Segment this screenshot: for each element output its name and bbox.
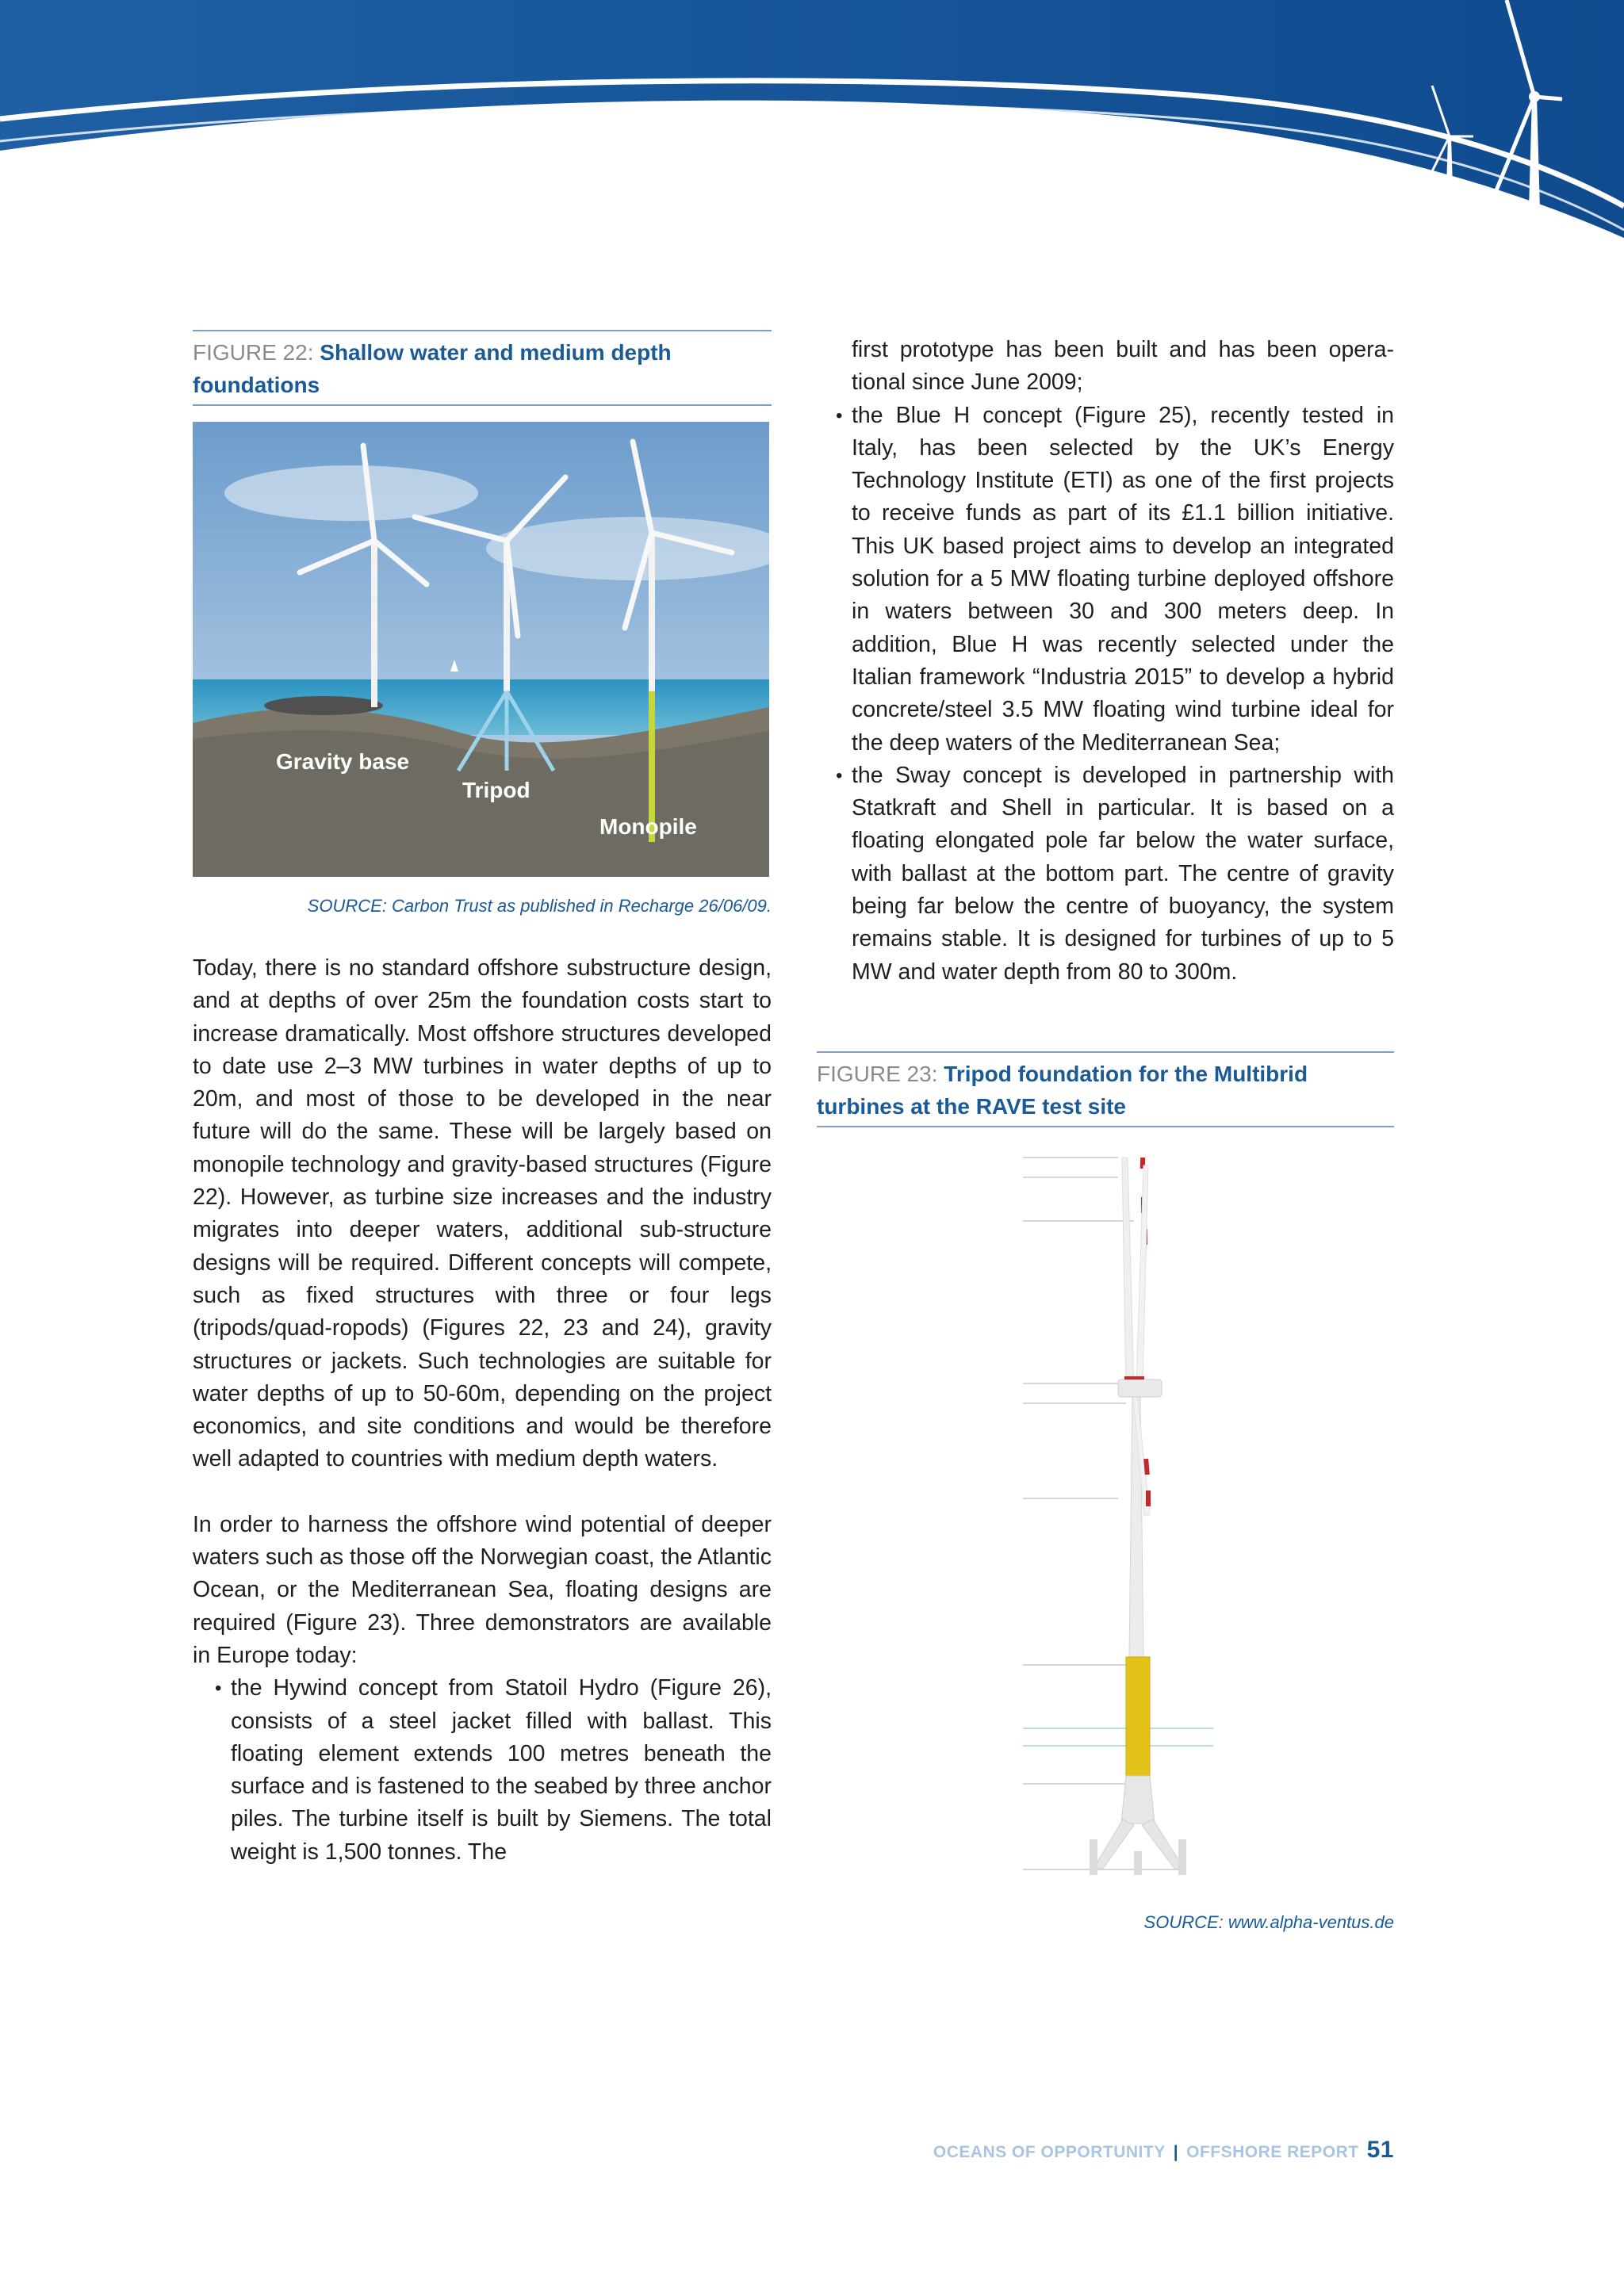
paragraph-substructures: Today, there is no standard offshore substructure design, and at depths of over 25m the foundation costs start to increase dramatically. Most offshore structures developed to date use 2–3 MW turbines in water depths of up to 20m, and most of those to be developed in the near future will do the same. These will be largely based on monopile technology and gravity-based structures (Figure 22). However, as turbine size increases and the industry migrates into deeper waters, additional sub-structure designs will be required. Different concepts will compete, such as fixed structures with three or four legs (tripods/quad-ropods) (Figures 22, 23 and 24), gravity structures or jackets. Such technologies are suitable for water depths of up to 50-60m, depending on the project economics, and site conditions and would be therefore well adapted to countries with medium depth waters. bbox=[193, 955, 772, 1472]
footer-publication: OCEANS OF OPPORTUNITY bbox=[933, 2143, 1166, 2161]
figure-23-diagram bbox=[1007, 1142, 1245, 1895]
figure-23-title: Tripod foundation for the Multibrid turbines at the RAVE test site bbox=[817, 1062, 1308, 1119]
page-number: 51 bbox=[1366, 2137, 1394, 2163]
figure-22-number: FIGURE 22: bbox=[193, 340, 314, 365]
figure-22-title: Shallow water and medium depth foundations bbox=[193, 340, 672, 397]
left-column bbox=[193, 952, 772, 1869]
figure-23-number: FIGURE 23: bbox=[817, 1062, 938, 1086]
bullet-sway: • the Sway concept is developed in partnership with Statkraft and Shell in particular. It is based on a floating elongated pole far below the water surface, with ballast at the bottom part. The centre of gravity being far below the centre of buoyancy, the system remains stable. It is designed for turbines of up to 5 MW and water depth from 80 to 300m. bbox=[852, 760, 1394, 989]
bullet-blue-h: • the Blue H concept (Figure 25), recently tested in Italy, has been selected by the UK’s Energy Technology Institute (ETI) as one of the first projects to receive funds as part of its £1.1 billion initiative. This UK based project aims to develop an integrated solution for a 5 MW floating turbine deployed offshore in waters between 30 and 300 meters deep. In addition, Blue H was recently selected under the Italian framework “Industria 2015” to develop a hybrid concrete/steel 3.5 MW floating wind turbine ideal for the deep waters of the Mediterranean Sea; bbox=[852, 400, 1394, 760]
footer-separator: | bbox=[1173, 2143, 1179, 2161]
label-gravity-base: Gravity base bbox=[276, 749, 410, 774]
figure-22-caption bbox=[193, 330, 772, 406]
page-footer bbox=[933, 2137, 1394, 2168]
bullet-hywind: • the Hywind concept from Statoil Hydro (Figure 26), consists of a steel jacket filled with ballast. This floating element extends 100 metres beneath the surface and is fastened to the seabed by three anchor piles. The turbine itself is built by Siemens. The total weight is 1,500 tonnes. The bbox=[231, 1672, 772, 1869]
paragraph-floating: In order to harness the offshore wind potential of deeper waters such as those off the Norwegian coast, the Atlantic Ocean, or the Mediterranean Sea, floating designs are required (Figure 23). Three demonstrators are available in Europe today: bbox=[193, 1511, 772, 1668]
header-wave-banner bbox=[0, 0, 1624, 246]
figure-22-source: SOURCE: Carbon Trust as published in Recharge 26/06/09. bbox=[307, 896, 772, 916]
label-tripod: Tripod bbox=[462, 778, 530, 802]
figure-23-source: SOURCE: www.alpha-ventus.de bbox=[1143, 1912, 1394, 1932]
demonstrator-list bbox=[231, 1672, 772, 1869]
footer-section: OFFSHORE REPORT bbox=[1186, 2143, 1359, 2161]
hywind-continuation: first prototype has been built and has been opera-tional since June 2009; bbox=[852, 337, 1394, 396]
demonstrator-list-continued bbox=[852, 400, 1394, 989]
label-monopile: Monopile bbox=[599, 814, 697, 839]
figure-22-illustration bbox=[193, 422, 769, 877]
figure-23-caption bbox=[817, 1051, 1394, 1127]
right-column bbox=[817, 334, 1394, 989]
